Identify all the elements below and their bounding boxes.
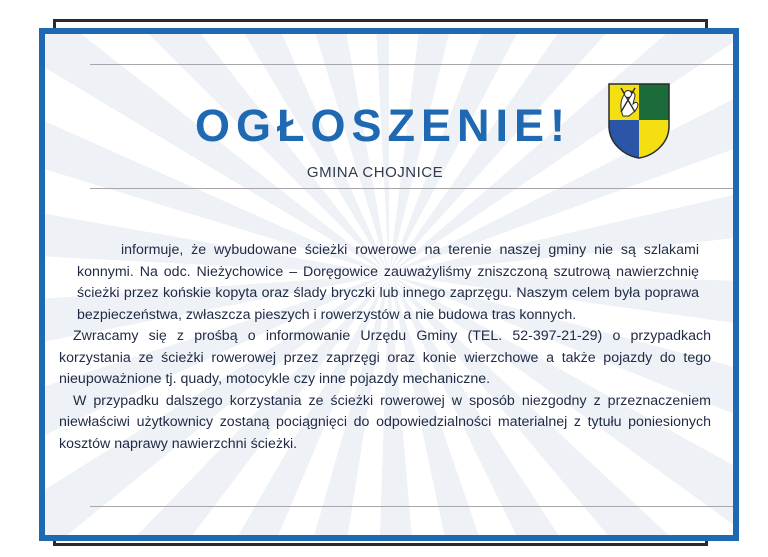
page-title: OGŁOSZENIE!: [195, 100, 572, 151]
paragraph-1: informuje, że wybudowane ścieżki rowerowe na terenie naszej gminy nie są szlakami konnymi. Na odc. Nieżychowice – Doręgowice zauważyliśmy zniszczoną szutrową nawierzchnię ścieżki przez końskie kopyta oraz ślady bryczki lub innego zaprzęgu. Naszym celem była poprawa bezpieczeństwa, zwłaszcza pieszych i rowerzystów a nie budowa tras konnych.: [77, 242, 699, 323]
paragraph-3: W przypadku dalszego korzystania ze ścieżki rowerowej w sposób niezgodny z przeznaczeniem niewłaściwi użytkownicy zostaną pociągnięci do odpowiedzialności materialnej z tytułu poniesionych kosztów naprawy nawierzchni ścieżki.: [59, 392, 711, 452]
announcement-body: [59, 240, 711, 455]
top-divider: [90, 64, 733, 65]
coat-of-arms-icon: [607, 82, 671, 160]
header-divider: [90, 188, 733, 189]
paragraph-2: Zwracamy się z prośbą o informowanie Urzędu Gminy (TEL. 52-397-21-29) o przypadkach korzystania ze ścieżki rowerowej przez zaprzęgi oraz konie wierzchowe a także pojazdy do tego nieupoważnione tj. quady, motocykle czy inne pojazdy mechaniczne.: [59, 328, 711, 387]
bottom-divider: [90, 506, 733, 507]
notice-frame: [39, 28, 739, 541]
municipality-name: GMINA CHOJNICE: [306, 164, 444, 181]
